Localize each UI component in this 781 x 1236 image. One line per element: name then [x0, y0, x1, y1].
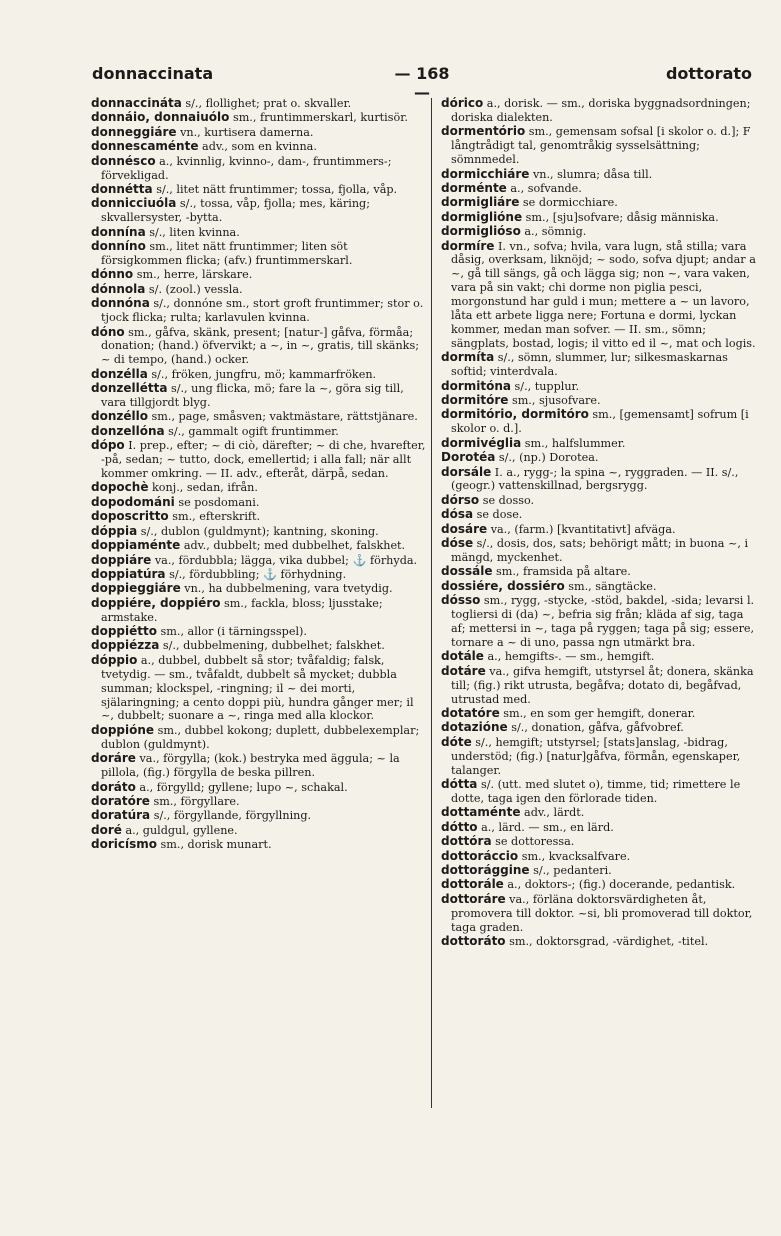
dictionary-entry	[441, 168, 758, 182]
entry-definition: se posdomani.	[174, 495, 260, 509]
entry-headword: dormitóre	[441, 394, 509, 408]
entry-headword: dónnola	[91, 282, 146, 296]
entry-definition: s/., dubbelmening, dubbelhet; falskhet.	[159, 639, 385, 653]
entry-headword: Dorotéa	[441, 451, 496, 465]
entry-headword: doré	[91, 823, 122, 837]
dictionary-entry	[91, 724, 426, 752]
dictionary-entry	[441, 351, 758, 379]
entry-definition: a., sömnig.	[520, 225, 587, 239]
entry-headword: doppiaménte	[91, 539, 181, 553]
dictionary-entry	[91, 439, 426, 481]
page-header	[92, 64, 752, 102]
entry-headword: dormitório, dormitóro	[441, 408, 589, 422]
dictionary-entry	[441, 580, 758, 594]
dictionary-entry	[441, 437, 758, 451]
dictionary-entry	[91, 654, 426, 724]
dictionary-entry	[441, 594, 758, 650]
entry-definition: vn., kurtisera damerna.	[176, 125, 314, 139]
entry-definition: sm., gemensam sofsal [i skolor o. d.]; F långtrådigt tal, genomtråkig sysselsättning; sömnmedel.	[451, 125, 751, 167]
entry-headword: doposcritto	[91, 510, 169, 524]
dictionary-entry	[91, 582, 426, 596]
dictionary-entry	[91, 140, 426, 154]
entry-headword: doppiézza	[91, 639, 160, 653]
entry-definition: a., dubbel, dubbelt så stor; tvåfaldig; falsk, tvetydig. — sm., tvåfaldt, dubbelt så mycket; dubbla summan; klockspel, -ringning; il ~ dei morti, själaringning; a cento doppi più, hundra gånger mer; il ~, dubbelt; suonare a ~, ringa med alla klockor.	[101, 653, 414, 723]
entry-definition: sm., efterskrift.	[168, 510, 261, 524]
entry-definition: s/., (np.) Dorotea.	[495, 451, 599, 465]
dictionary-entry	[441, 650, 758, 664]
entry-definition: sm., halfslummer.	[521, 436, 626, 450]
dictionary-entry	[91, 297, 426, 325]
entry-headword: donníno	[91, 240, 146, 254]
dictionary-entry	[91, 625, 426, 639]
entry-definition: sm., en som ger hemgift, donerar.	[499, 706, 696, 720]
entry-headword: doppióne	[91, 723, 155, 737]
entry-definition: s/., donnóne sm., stort groft fruntimmer; stor o. tjock flicka; rulta; karlavulen kvinna.	[101, 297, 424, 325]
entry-definition: a., doktors-; (fig.) docerande, pedantisk.	[503, 878, 736, 892]
entry-headword: dottóra	[441, 835, 492, 849]
entry-definition: a., kvinnlig, kvinno-, dam-, fruntimmers-; förvekligad.	[101, 154, 392, 182]
dictionary-entry	[91, 197, 426, 225]
entry-headword: donneggiáre	[91, 125, 177, 139]
dictionary-entry	[441, 864, 758, 878]
entry-definition: sm., doktorsgrad, -värdighet, -titel.	[505, 934, 709, 948]
entry-headword: doppiáre	[91, 553, 152, 567]
entry-definition: s/., donation, gåfva, gåfvobref.	[507, 721, 684, 735]
entry-headword: doricísmo	[91, 838, 157, 852]
entry-definition: s/., gammalt ogift fruntimmer.	[164, 424, 339, 438]
entry-headword: doppiére, doppiéro	[91, 596, 221, 610]
entry-definition: vn., ha dubbelmening, vara tvetydig.	[180, 582, 393, 596]
dictionary-entry	[91, 781, 426, 795]
dictionary-entry	[441, 893, 758, 935]
entry-definition: se dose.	[473, 508, 523, 522]
entry-headword: donzéllo	[91, 410, 148, 424]
entry-definition: adv., som en kvinna.	[198, 140, 317, 154]
entry-headword: dósso	[441, 594, 481, 608]
dictionary-entry	[441, 665, 758, 707]
entry-definition: sm., gåfva, skänk, present; [natur-] gåfva, förmåa; donation; (hand.) öfvervikt; a ~, in ~, gratis, till skänks; ~ di tempo, (hand.) ocker.	[101, 325, 419, 367]
entry-headword: dórico	[441, 97, 484, 110]
dictionary-entry	[441, 565, 758, 579]
dictionary-entry	[441, 537, 758, 565]
entry-headword: dottoráccio	[441, 849, 519, 863]
entry-definition: s/., fördubbling; ⚓ förhydning.	[165, 567, 347, 581]
dictionary-entry	[91, 155, 426, 183]
entry-definition: va., förgylla; (kok.) bestryka med äggula; ~ la pillola, (fig.) förgylla de beska pillren.	[101, 752, 400, 780]
entry-definition: va., förläna doktorsvärdigheten åt, promovera till doktor. ~si, bli promoverad till doktor, taga graden.	[451, 892, 753, 934]
entry-definition: sm., litet nätt fruntimmer; liten söt försigkommen flicka; (afv.) fruntimmerskarl.	[101, 240, 353, 267]
entry-definition: a., dorisk. — sm., doriska byggnadsordningen; doriska dialekten.	[451, 97, 751, 124]
entry-headword: dotatóre	[441, 706, 500, 720]
dictionary-entry	[441, 466, 758, 494]
dictionary-entry	[441, 878, 758, 892]
dictionary-entry	[441, 508, 758, 522]
entry-headword: donnétta	[91, 182, 153, 196]
entry-definition: sm., sängtäcke.	[564, 579, 657, 593]
entry-headword: dóppia	[91, 524, 138, 538]
dictionary-entry	[91, 410, 426, 424]
entry-headword: dossále	[441, 565, 493, 579]
entry-definition: sm., [gemensamt] sofrum [i skolor o. d.].	[451, 408, 749, 436]
entry-headword: doráre	[91, 752, 136, 766]
dictionary-entry	[441, 835, 758, 849]
page-number: — 168 —	[394, 64, 450, 102]
entry-headword: donzellóna	[91, 424, 165, 438]
dictionary-entry	[441, 380, 758, 394]
dictionary-entry	[91, 568, 426, 582]
entry-definition: s/., dosis, dos, sats; behörigt mått; in buona ~, i mängd, myckenhet.	[451, 537, 749, 564]
entry-headword: donnóna	[91, 297, 150, 311]
entry-definition: sm., fackla, bloss; ljusstake; armstake.	[101, 596, 383, 624]
entry-headword: dorsále	[441, 465, 492, 479]
entry-headword: dormigliáre	[441, 196, 520, 210]
entry-headword: donzellétta	[91, 382, 168, 396]
entry-definition: s/., hemgift; utstyrsel; [stats]anslag, -bidrag, understöd; (fig.) [natur]gåfva, förmån, egenskaper, talanger.	[451, 735, 741, 777]
entry-definition: konj., sedan, ifrån.	[148, 481, 258, 495]
column-divider	[431, 98, 432, 1108]
entry-headword: dópo	[91, 439, 125, 453]
dictionary-entry	[91, 752, 426, 780]
entry-definition: I. a., rygg-; la spina ~, ryggraden. — II. s/., (geogr.) vattenskillnad, bergsrygg.	[451, 465, 739, 493]
dictionary-entry	[91, 539, 426, 553]
dictionary-entry	[91, 326, 426, 368]
dictionary-entry	[91, 824, 426, 838]
right-column	[441, 97, 758, 949]
dictionary-entry	[91, 368, 426, 382]
entry-definition: sm., kvacksalfvare.	[518, 849, 631, 863]
entry-headword: dosáre	[441, 522, 488, 536]
entry-definition: I. prep., efter; ~ di ciò, därefter; ~ di che, hvarefter, -på, sedan; ~ tutto, dock, emellertid; i alla fall; när allt kommer omkring. — II. adv., efteråt, därpå, sedan.	[101, 439, 426, 481]
entry-definition: s/., tossa, våp, fjolla; mes, käring; skvallersyster, -bytta.	[101, 197, 370, 225]
dictionary-entry	[441, 451, 758, 465]
entry-headword: dottaménte	[441, 806, 521, 820]
entry-headword: donzélla	[91, 367, 148, 381]
entry-headword: dóno	[91, 325, 125, 339]
entry-definition: va., (farm.) [kvantitativt] afväga.	[487, 522, 676, 536]
entry-headword: donnáio, donnaiuólo	[91, 111, 230, 125]
entry-definition: se dottoressa.	[491, 835, 575, 849]
entry-headword: dotále	[441, 650, 484, 664]
dictionary-entry	[441, 211, 758, 225]
entry-headword: doppiatúra	[91, 567, 166, 581]
entry-headword: dormitóna	[441, 379, 511, 393]
entry-headword: doppieggiáre	[91, 582, 181, 596]
entry-definition: va., fördubbla; lägga, vika dubbel; ⚓ förhyda.	[151, 553, 418, 567]
entry-headword: dormivéglia	[441, 436, 522, 450]
dictionary-entry	[441, 707, 758, 721]
entry-definition: s/. (utt. med slutet o), timme, tid; rimettere le dotte, taga igen den förlorade tiden.	[451, 778, 741, 805]
entry-headword: dóse	[441, 537, 474, 551]
entry-headword: dormicchiáre	[441, 167, 530, 181]
entry-definition: s/., förgyllande, förgyllning.	[150, 809, 312, 823]
entry-headword: dormíre	[441, 239, 495, 253]
entry-headword: dottoráto	[441, 934, 506, 948]
entry-definition: sm., sjusofvare.	[508, 394, 601, 408]
entry-definition: sm., [sju]sofvare; dåsig människa.	[522, 210, 719, 224]
entry-headword: dórso	[441, 493, 480, 507]
entry-definition: s/., flollighet; prat o. skvaller.	[181, 97, 352, 110]
entry-headword: donnescaménte	[91, 140, 199, 154]
dictionary-entry	[441, 394, 758, 408]
dictionary-entry	[91, 268, 426, 282]
dictionary-entry	[441, 736, 758, 778]
entry-definition: adv., dubbelt; med dubbelhet, falskhet.	[180, 539, 406, 553]
dictionary-entry	[91, 525, 426, 539]
entry-headword: dónno	[91, 268, 134, 282]
entry-definition: sm., dorisk munart.	[156, 838, 272, 852]
entry-headword: dóte	[441, 735, 472, 749]
dictionary-entry	[91, 425, 426, 439]
entry-headword: dormiglióso	[441, 225, 521, 239]
entry-definition: sm., page, småsven; vaktmästare, rättstjänare.	[147, 410, 418, 424]
entry-definition: s/., pedanteri.	[529, 863, 612, 877]
dictionary-entry	[91, 510, 426, 524]
right-guide-word: dottorato	[665, 64, 752, 83]
dictionary-entry	[91, 111, 426, 125]
dictionary-entry	[441, 806, 758, 820]
dictionary-entry	[91, 639, 426, 653]
left-column	[91, 97, 426, 853]
entry-headword: dótta	[441, 778, 478, 791]
entry-definition: sm., förgyllare.	[149, 794, 240, 808]
entry-definition: s/., liten kvinna.	[145, 225, 240, 239]
entry-definition: sm., herre, lärskare.	[133, 268, 253, 282]
entry-headword: dotazióne	[441, 721, 508, 735]
entry-definition: a., lärd. — sm., en lärd.	[477, 820, 614, 834]
entry-headword: doppiétto	[91, 625, 157, 639]
dictionary-entry	[91, 183, 426, 197]
entry-definition: a., förgylld; gyllene; lupo ~, schakal.	[135, 780, 348, 794]
dictionary-entry	[441, 196, 758, 210]
entry-headword: dorménte	[441, 181, 507, 195]
entry-headword: dormentório	[441, 125, 526, 139]
entry-definition: s/., fröken, jungfru, mö; kammarfröken.	[147, 367, 377, 381]
dictionary-entry	[91, 481, 426, 495]
entry-definition: s/., ung flicka, mö; fare la ~, göra sig till, vara tillgjordt blyg.	[101, 382, 404, 410]
entry-headword: dótto	[441, 820, 478, 834]
entry-headword: donnína	[91, 225, 146, 239]
entry-headword: dottorággine	[441, 863, 530, 877]
entry-headword: dóppio	[91, 653, 138, 667]
entry-definition: a., sofvande.	[506, 181, 582, 195]
entry-definition: a., hemgifts-. — sm., hemgift.	[483, 650, 655, 664]
entry-definition: sm., rygg, -stycke, -stöd, bakdel, -sida; levarsi l. togliersi di (da) ~, befria sig från; kläda af sig, taga af; mettersi in ~, taga på ryggen; taga på sig; essere, tornare a ~ di uno, passa ngn utmärkt bra.	[451, 594, 755, 649]
dictionary-entry	[91, 838, 426, 852]
dictionary-entry	[441, 523, 758, 537]
entry-definition: adv., lärdt.	[520, 806, 585, 820]
entry-headword: doráto	[91, 780, 136, 794]
dictionary-entry	[441, 408, 758, 436]
entry-headword: donnésco	[91, 154, 156, 168]
entry-definition: a., guldgul, gyllene.	[121, 823, 238, 837]
dictionary-entry	[91, 554, 426, 568]
entry-definition: s/., litet nätt fruntimmer; tossa, fjolla, våp.	[152, 182, 398, 196]
dictionary-entry	[91, 97, 426, 111]
entry-definition: se dormicchiare.	[519, 196, 618, 210]
entry-headword: doratóre	[91, 794, 150, 808]
dictionary-entry	[441, 778, 758, 806]
dictionary-entry	[91, 226, 426, 240]
dictionary-entry	[91, 795, 426, 809]
entry-definition: I. vn., sofva; hvila, vara lugn, stå stilla; vara dåsig, overksam, liknöjd; ~ sodo, sofva djupt; andar a ~, gå till sängs, gå och lägga sig; non ~, vara vaken, vara på sin vakt; chi dorme non piglia pesci, morgonstund har guld i mun; mettere a ~ un lavoro, låta ett arbete ligga nere; Fortuna e dormi, lyckan kommer, medan man sofver. — II. sm., sömn; sängplats, bostad, logis; il vitto ed il ~, mat och logis.	[451, 239, 756, 350]
dictionary-entry	[441, 494, 758, 508]
dictionary-entry	[91, 597, 426, 625]
dictionary-entry	[441, 240, 758, 351]
dictionary-entry	[91, 496, 426, 510]
entry-headword: dormíta	[441, 351, 495, 365]
dictionary-entry	[441, 850, 758, 864]
dictionary-entry	[441, 225, 758, 239]
entry-headword: dormiglióne	[441, 210, 523, 224]
entry-definition: va., gifva hemgift, utstyrsel åt; donera, skänka till; (fig.) rikt utrusta, begåfva; dotato di, begåfvad, utrustad med.	[451, 664, 754, 706]
dictionary-entry	[441, 97, 758, 125]
entry-definition: sm., fruntimmerskarl, kurtisör.	[229, 111, 408, 125]
dictionary-entry	[441, 125, 758, 167]
entry-definition: sm., framsida på altare.	[492, 565, 631, 579]
entry-definition: sm., allor (i tärningsspel).	[156, 625, 307, 639]
entry-definition: s/., tupplur.	[511, 379, 580, 393]
dictionary-entry	[91, 240, 426, 268]
entry-headword: dopochè	[91, 481, 149, 495]
dictionary-entry	[441, 182, 758, 196]
entry-headword: dósa	[441, 508, 474, 522]
entry-definition: se dosso.	[479, 493, 535, 507]
entry-headword: dopodománi	[91, 495, 175, 509]
dictionary-entry	[91, 283, 426, 297]
dictionary-entry	[441, 721, 758, 735]
entry-headword: dotáre	[441, 664, 486, 678]
dictionary-entry	[91, 809, 426, 823]
entry-headword: dottorále	[441, 878, 504, 892]
entry-definition: sm., dubbel kokong; duplett, dubbelexemplar; dublon (guldmynt).	[101, 723, 420, 751]
entry-headword: donnaccináta	[91, 97, 182, 110]
entry-headword: doratúra	[91, 809, 151, 823]
entry-definition: vn., slumra; dåsa till.	[529, 167, 653, 181]
entry-headword: dossiére, dossiéro	[441, 579, 565, 593]
dictionary-entry	[91, 382, 426, 410]
entry-definition: s/., sömn, slummer, lur; silkesmaskarnas softid; vinterdvala.	[451, 351, 728, 379]
dictionary-entry	[441, 935, 758, 949]
dictionary-entry	[441, 821, 758, 835]
entry-headword: donnicciuóla	[91, 197, 177, 211]
entry-definition: s/., dublon (guldmynt); kantning, skoning.	[137, 524, 379, 538]
left-guide-word: donnaccinata	[92, 64, 214, 83]
entry-headword: dottoráre	[441, 892, 506, 906]
entry-definition: s/. (zool.) vessla.	[145, 282, 243, 296]
dictionary-entry	[91, 126, 426, 140]
